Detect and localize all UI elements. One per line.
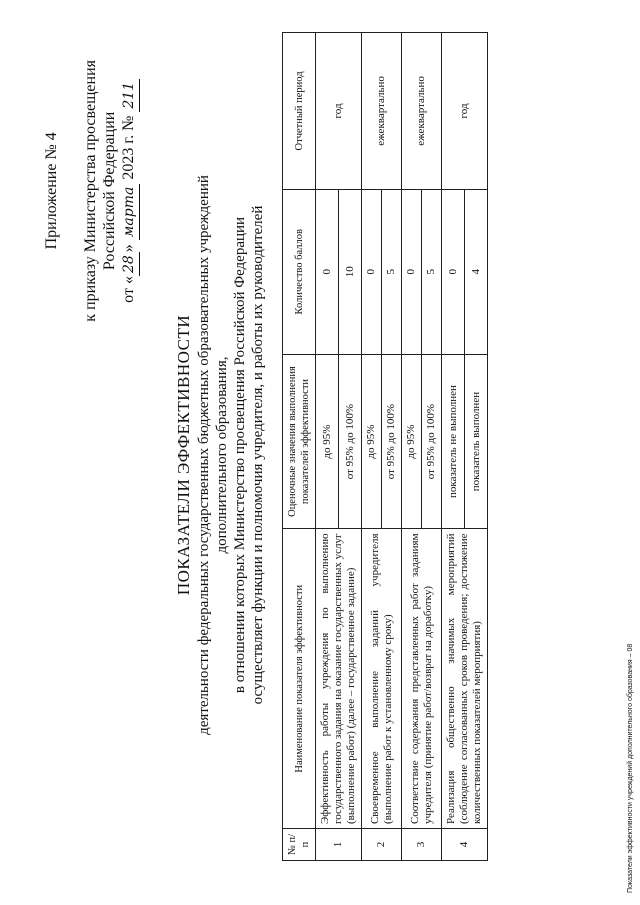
row-number: 3 [402, 829, 442, 861]
row-value: до 95% [402, 354, 422, 529]
row-score: 0 [442, 189, 465, 354]
table-row [362, 33, 382, 861]
document-heading [175, 155, 267, 755]
table-header-row [283, 33, 316, 861]
row-period: ежеквартально [402, 33, 442, 190]
row-score: 4 [465, 189, 488, 354]
row-period: год [442, 33, 488, 190]
page-footer: Показатели эффективности учреждений дополнительного образования – 08 [627, 643, 634, 893]
row-score: 5 [422, 189, 442, 354]
row-value: от 95% до 100% [422, 354, 442, 529]
date-day: 28 [120, 252, 140, 276]
row-score: 10 [339, 189, 362, 354]
order-number: 211 [120, 79, 140, 112]
subtitle-line: в отношении которых Министерство просвещения Российской Федерации [232, 216, 248, 694]
row-value: от 95% до 100% [382, 354, 402, 529]
table-row [402, 33, 422, 861]
header-number: № п/п [283, 829, 316, 861]
row-value: до 95% [316, 354, 339, 529]
row-score: 0 [316, 189, 339, 354]
page-title: ПОКАЗАТЕЛИ ЭФФЕКТИВНОСТИ [174, 314, 193, 596]
row-score: 0 [362, 189, 382, 354]
subtitle-line: осуществляет функции и полномочия учредителя, и работы их руководителей [250, 205, 266, 705]
header-name: Наименование показателя эффективности [283, 529, 316, 829]
header-scores: Количество баллов [283, 189, 316, 354]
date-mid: » [120, 244, 137, 253]
row-number: 1 [316, 829, 362, 861]
row-indicator-name: Соответствие содержания представленных работ заданиям учредителя (принятие работ/возврат на доработку) [402, 529, 442, 829]
header-period: Отчетный период [283, 33, 316, 190]
appendix-block [42, 60, 140, 322]
row-period: год [316, 33, 362, 190]
subtitle-line: деятельности федеральных государственных бюджетных образовательных учреждений дополнительного образования, [196, 175, 230, 735]
appendix-label: Приложение № 4 [43, 132, 60, 250]
row-value: показатель не выполнен [442, 354, 465, 529]
row-value: показатель выполнен [465, 354, 488, 529]
row-value: от 95% до 100% [339, 354, 362, 529]
order-date-line [119, 60, 140, 322]
header-values: Оценочные значения выполнения показателей эффективности [283, 354, 316, 529]
row-period: ежеквартально [362, 33, 402, 190]
row-indicator-name: Реализация общественно значимых мероприятий (соблюдение согласованных сроков проведения; достижение количественных показателей мероприятия) [442, 529, 488, 829]
row-indicator-name: Эффективность работы учреждения по выполнению государственного задания на оказание государственных услуг (выполнение работ) (далее – государственное задание) [316, 529, 362, 829]
order-line-1: к приказу Министерства просвещения [82, 60, 99, 322]
row-indicator-name: Своевременное выполнение заданий учредителя (выполнение работ к установленному сроку) [362, 529, 402, 829]
date-year: 2023 г. № [120, 115, 137, 180]
order-line-2: Российской Федерации [101, 111, 118, 271]
row-number: 2 [362, 829, 402, 861]
row-number: 4 [442, 829, 488, 861]
row-score: 0 [402, 189, 422, 354]
indicators-table [282, 32, 488, 861]
date-prefix: от « [120, 276, 137, 303]
date-month: марта [120, 184, 140, 241]
row-value: до 95% [362, 354, 382, 529]
table-row [442, 33, 465, 861]
table-row [316, 33, 339, 861]
row-score: 5 [382, 189, 402, 354]
